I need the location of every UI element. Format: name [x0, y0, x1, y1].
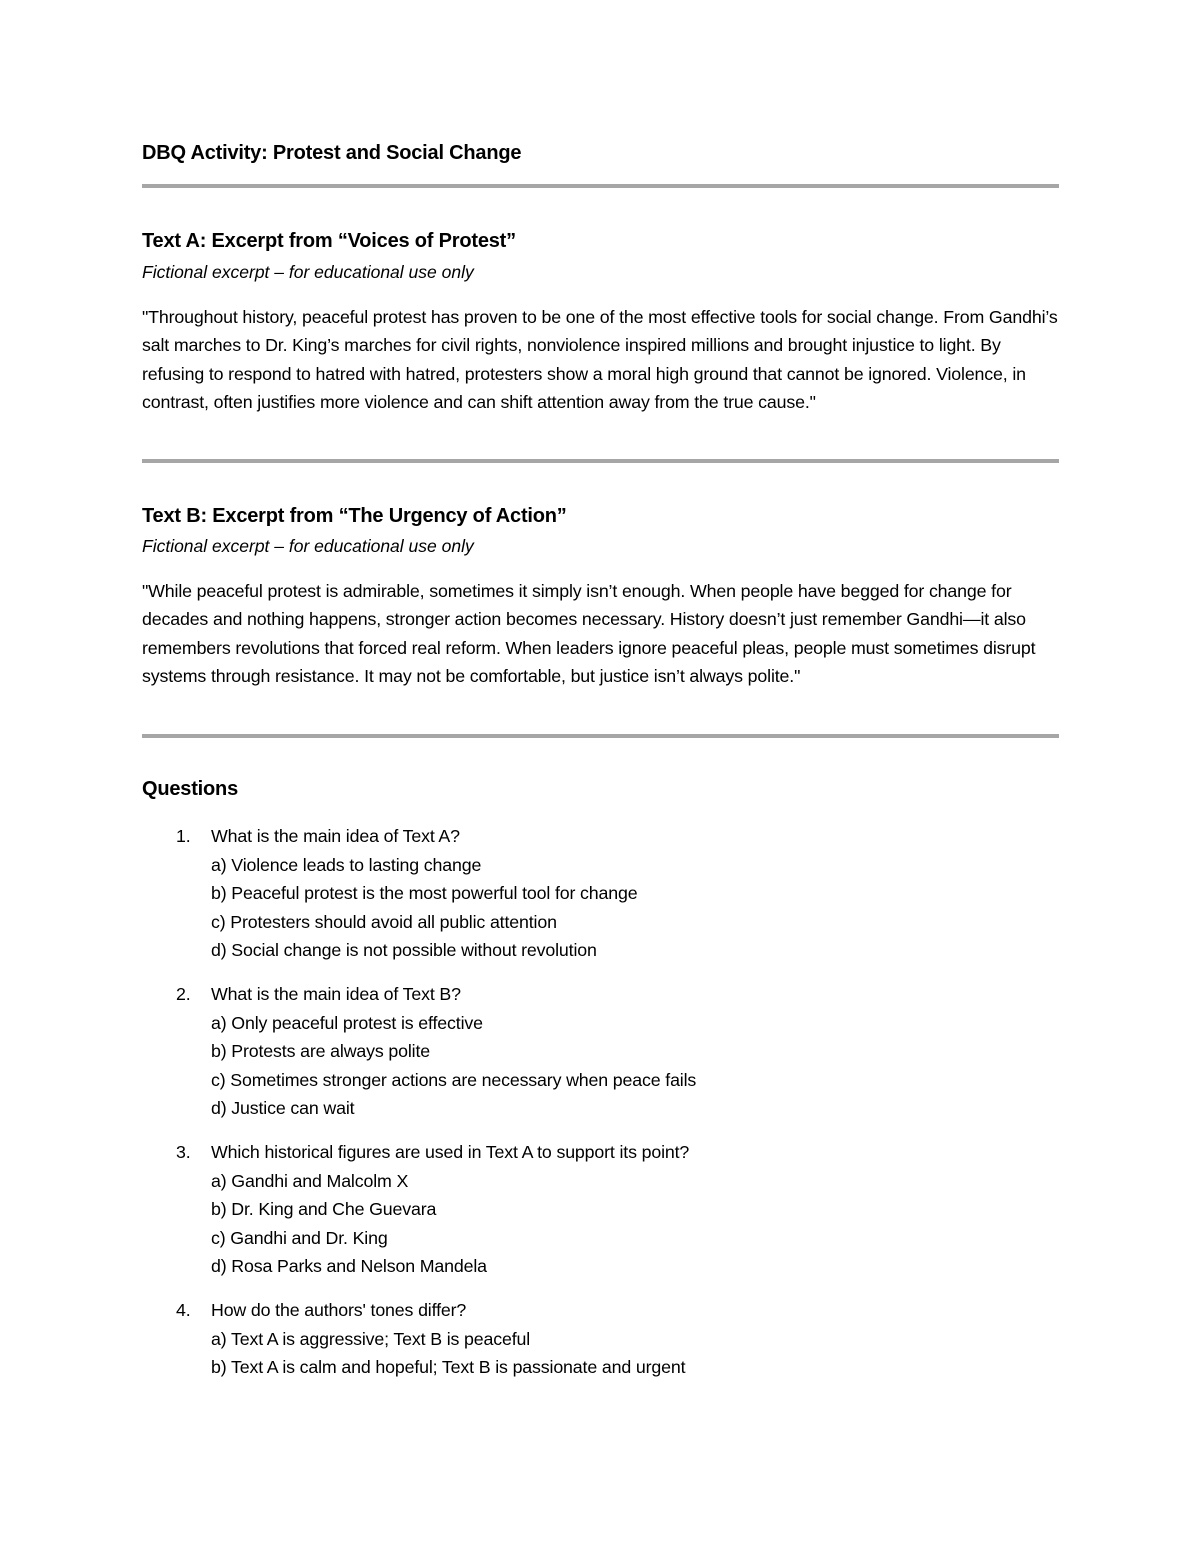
divider	[142, 184, 1059, 188]
answer-option: a) Text A is aggressive; Text B is peaceful	[211, 1328, 531, 1349]
question-item	[142, 1296, 1042, 1382]
answer-option: d) Rosa Parks and Nelson Mandela	[211, 1256, 487, 1277]
text-a-note: Fictional excerpt – for educational use only	[142, 262, 474, 282]
divider	[142, 459, 1059, 463]
answer-option: b) Dr. King and Che Guevara	[211, 1199, 437, 1220]
text-a-body: "Throughout history, peaceful protest has proven to be one of the most effective tools for social change. From Gandhi’s salt marches to Dr. King’s marches for civil rights, nonviolence inspired millions and brought injustice to light. By refusing to respond to hatred with hatred, protesters show a moral high ground that cannot be ignored. Violence, in contrast, often justifies more violence and can shift attention away from the true cause."	[142, 307, 1058, 412]
question-item	[142, 822, 1042, 965]
question-item	[142, 980, 1042, 1123]
answer-option: c) Protesters should avoid all public attention	[211, 911, 557, 932]
question-item	[142, 1138, 1042, 1281]
question-number: 1.	[176, 826, 191, 846]
text-b-heading: Text B: Excerpt from “The Urgency of Action”	[142, 505, 567, 527]
answer-option: b) Protests are always polite	[211, 1041, 431, 1062]
question-number: 2.	[176, 983, 191, 1004]
question-text: How do the authors' tones differ?	[211, 1299, 467, 1320]
question-text: What is the main idea of Text A?	[211, 826, 460, 846]
questions-heading: Questions	[142, 778, 238, 800]
question-list	[142, 822, 1042, 1397]
question-number: 4.	[176, 1299, 191, 1320]
question-number: 3.	[176, 1141, 191, 1162]
question-text: Which historical figures are used in Text A to support its point?	[211, 1141, 690, 1162]
answer-option: b) Peaceful protest is the most powerful tool for change	[211, 883, 638, 904]
answer-option: c) Gandhi and Dr. King	[211, 1227, 388, 1248]
answer-option: d) Justice can wait	[211, 1098, 355, 1119]
document-title: DBQ Activity: Protest and Social Change	[142, 142, 522, 164]
answer-option: c) Sometimes stronger actions are necessary when peace fails	[211, 1069, 697, 1090]
text-b-body: "While peaceful protest is admirable, sometimes it simply isn’t enough. When people have begged for change for decades and nothing happens, stronger action becomes necessary. History doesn’t just remember Gandhi—it also remembers revolutions that forced real reform. When leaders ignore peaceful pleas, people must sometimes disrupt systems through resistance. It may not be comfortable, but justice isn’t always polite."	[142, 581, 1036, 686]
text-b-note: Fictional excerpt – for educational use only	[142, 536, 474, 556]
answer-option: d) Social change is not possible without revolution	[211, 940, 597, 961]
answer-option: a) Only peaceful protest is effective	[211, 1012, 483, 1033]
answer-option: b) Text A is calm and hopeful; Text B is passionate and urgent	[211, 1357, 686, 1378]
question-text: What is the main idea of Text B?	[211, 983, 461, 1004]
text-a-heading: Text A: Excerpt from “Voices of Protest”	[142, 230, 516, 252]
answer-option: a) Gandhi and Malcolm X	[211, 1170, 409, 1191]
answer-option: a) Violence leads to lasting change	[211, 854, 482, 875]
divider	[142, 734, 1059, 738]
